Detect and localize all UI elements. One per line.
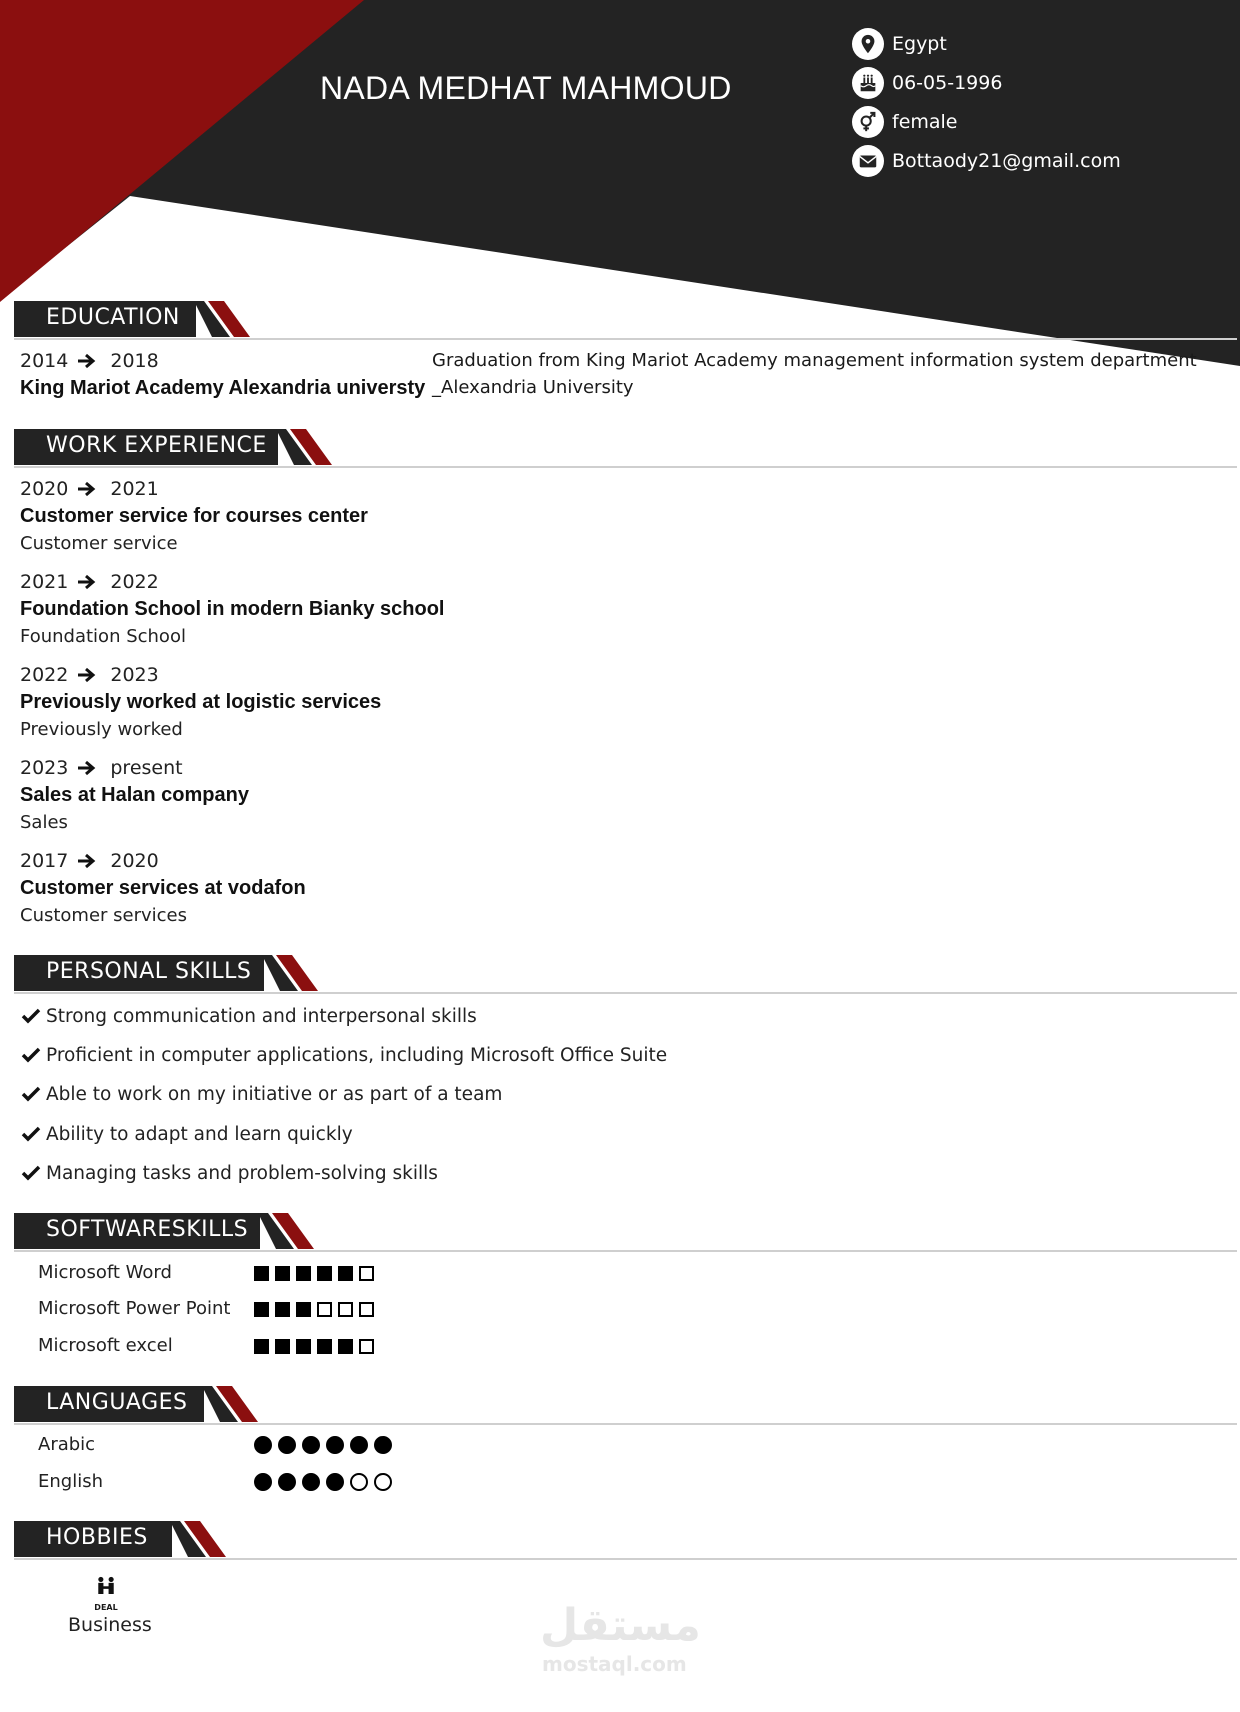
arrow-right-icon — [76, 573, 98, 591]
work-start: 2022 — [20, 664, 69, 686]
skill-text: Able to work on my initiative or as part of a team — [46, 1083, 503, 1105]
arrow-right-icon — [76, 759, 98, 777]
work-title: Customer services at vodafon — [20, 877, 306, 899]
contact-email — [852, 144, 1121, 178]
email-icon — [852, 145, 884, 177]
software-level — [254, 1302, 380, 1317]
deal-icon-caption: DEAL — [94, 1603, 118, 1612]
checkmark-icon — [20, 1083, 42, 1105]
skill-text: Ability to adapt and learn quickly — [46, 1123, 353, 1145]
level-filled-sq — [296, 1302, 311, 1317]
level-filled-sq — [254, 1339, 269, 1354]
level-filled-dot — [326, 1473, 344, 1491]
arrow-right-icon — [76, 480, 98, 498]
skill-text: Managing tasks and problem-solving skills — [46, 1162, 438, 1184]
skill-item — [20, 1162, 438, 1184]
level-filled-dot — [302, 1436, 320, 1454]
level-empty-sq — [359, 1266, 374, 1281]
work-end: 2022 — [110, 571, 159, 593]
level-filled-sq — [296, 1266, 311, 1281]
work-role: Foundation School — [20, 626, 186, 647]
level-filled-dot — [278, 1436, 296, 1454]
software-skills-heading: SOFTWARESKILLS — [46, 1217, 249, 1242]
heading-accent-slash — [262, 955, 322, 995]
contact-location — [852, 27, 947, 61]
gender-text: female — [892, 111, 958, 133]
level-filled-sq — [338, 1339, 353, 1354]
skill-text: Strong communication and interpersonal skills — [46, 1005, 477, 1027]
education-dates — [20, 350, 159, 372]
level-filled-dot — [326, 1436, 344, 1454]
location-pin-icon — [852, 28, 884, 60]
work-title: Previously worked at logistic services — [20, 691, 382, 713]
level-filled-sq — [275, 1302, 290, 1317]
work-end: 2021 — [110, 478, 159, 500]
education-start: 2014 — [20, 350, 69, 372]
work-heading: WORK EXPERIENCE — [46, 433, 267, 458]
work-dates — [20, 478, 159, 500]
level-filled-sq — [254, 1302, 269, 1317]
level-filled-sq — [275, 1266, 290, 1281]
heading-accent-slash — [276, 429, 336, 469]
work-start: 2021 — [20, 571, 69, 593]
level-empty-dot — [374, 1473, 392, 1491]
skill-text: Proficient in computer applications, including Microsoft Office Suite — [46, 1044, 668, 1066]
work-role: Sales — [20, 812, 68, 833]
candidate-name: NADA MEDHAT MAHMOUD — [320, 70, 732, 106]
level-filled-dot — [350, 1436, 368, 1454]
level-filled-sq — [296, 1339, 311, 1354]
software-name: Microsoft Word — [38, 1262, 172, 1283]
work-title: Sales at Halan company — [20, 784, 249, 806]
birthdate-text: 06-05-1996 — [892, 72, 1003, 94]
education-end: 2018 — [110, 350, 159, 372]
hobby-label: Business — [68, 1614, 152, 1636]
work-dates — [20, 571, 159, 593]
watermark-url: mostaql.com — [542, 1652, 687, 1676]
work-end: 2023 — [110, 664, 159, 686]
work-dates — [20, 664, 159, 686]
hobbies-section-header — [14, 1521, 1237, 1561]
personal-skills-heading: PERSONAL SKILLS — [46, 959, 252, 984]
education-description: Graduation from King Mariot Academy management information system department — [432, 350, 1197, 371]
work-dates — [20, 850, 159, 872]
work-start: 2017 — [20, 850, 69, 872]
software-name: Microsoft excel — [38, 1335, 173, 1356]
contact-birthdate — [852, 66, 1002, 100]
skill-item — [20, 1123, 353, 1145]
software-name: Microsoft Power Point — [38, 1298, 231, 1319]
heading-accent-slash — [170, 1521, 230, 1561]
education-school: King Mariot Academy Alexandria universty — [20, 377, 426, 399]
level-empty-dot — [350, 1473, 368, 1491]
level-filled-sq — [254, 1266, 269, 1281]
work-dates — [20, 757, 183, 779]
language-level — [254, 1436, 398, 1454]
level-empty-sq — [317, 1302, 332, 1317]
language-level — [254, 1473, 398, 1491]
level-filled-sq — [338, 1266, 353, 1281]
education-section-header — [14, 301, 1237, 341]
languages-heading: LANGUAGES — [46, 1390, 188, 1415]
arrow-right-icon — [76, 666, 98, 684]
level-filled-sq — [317, 1266, 332, 1281]
checkmark-icon — [20, 1123, 42, 1145]
work-end: present — [110, 757, 183, 779]
software-skills-section-header — [14, 1213, 1237, 1253]
level-empty-sq — [359, 1339, 374, 1354]
language-name: English — [38, 1471, 103, 1492]
level-filled-dot — [254, 1473, 272, 1491]
location-text: Egypt — [892, 33, 947, 55]
level-filled-dot — [302, 1473, 320, 1491]
level-filled-dot — [254, 1436, 272, 1454]
language-name: Arabic — [38, 1434, 96, 1455]
heading-accent-slash — [258, 1213, 318, 1253]
work-role: Customer service — [20, 533, 178, 554]
level-filled-dot — [374, 1436, 392, 1454]
work-start: 2023 — [20, 757, 69, 779]
checkmark-icon — [20, 1162, 42, 1184]
heading-accent-slash — [202, 1386, 262, 1426]
languages-section-header — [14, 1386, 1237, 1426]
software-level — [254, 1339, 380, 1354]
hobbies-heading: HOBBIES — [46, 1525, 148, 1550]
gender-icon — [852, 106, 884, 138]
skill-item — [20, 1083, 502, 1105]
arrow-right-icon — [76, 352, 98, 370]
education-heading: EDUCATION — [46, 305, 180, 330]
education-university: _Alexandria University — [432, 377, 634, 398]
arrow-right-icon — [76, 852, 98, 870]
email-text: Bottaody21@gmail.com — [892, 150, 1121, 172]
skill-item — [20, 1005, 477, 1027]
work-start: 2020 — [20, 478, 69, 500]
work-title: Customer service for courses center — [20, 505, 368, 527]
skill-item — [20, 1044, 667, 1066]
work-title: Foundation School in modern Bianky school — [20, 598, 445, 620]
personal-skills-section-header — [14, 955, 1237, 995]
software-level — [254, 1266, 380, 1281]
heading-accent-slash — [194, 301, 254, 341]
handshake-deal-icon — [92, 1576, 120, 1612]
work-role: Customer services — [20, 905, 188, 926]
contact-gender — [852, 105, 958, 139]
birthday-cake-icon — [852, 67, 884, 99]
level-filled-dot — [278, 1473, 296, 1491]
checkmark-icon — [20, 1005, 42, 1027]
work-section-header — [14, 429, 1237, 469]
work-end: 2020 — [110, 850, 159, 872]
watermark-logo: مستقل — [540, 1600, 701, 1651]
checkmark-icon — [20, 1044, 42, 1066]
level-filled-sq — [317, 1339, 332, 1354]
level-filled-sq — [275, 1339, 290, 1354]
work-role: Previously worked — [20, 719, 183, 740]
level-empty-sq — [338, 1302, 353, 1317]
level-empty-sq — [359, 1302, 374, 1317]
